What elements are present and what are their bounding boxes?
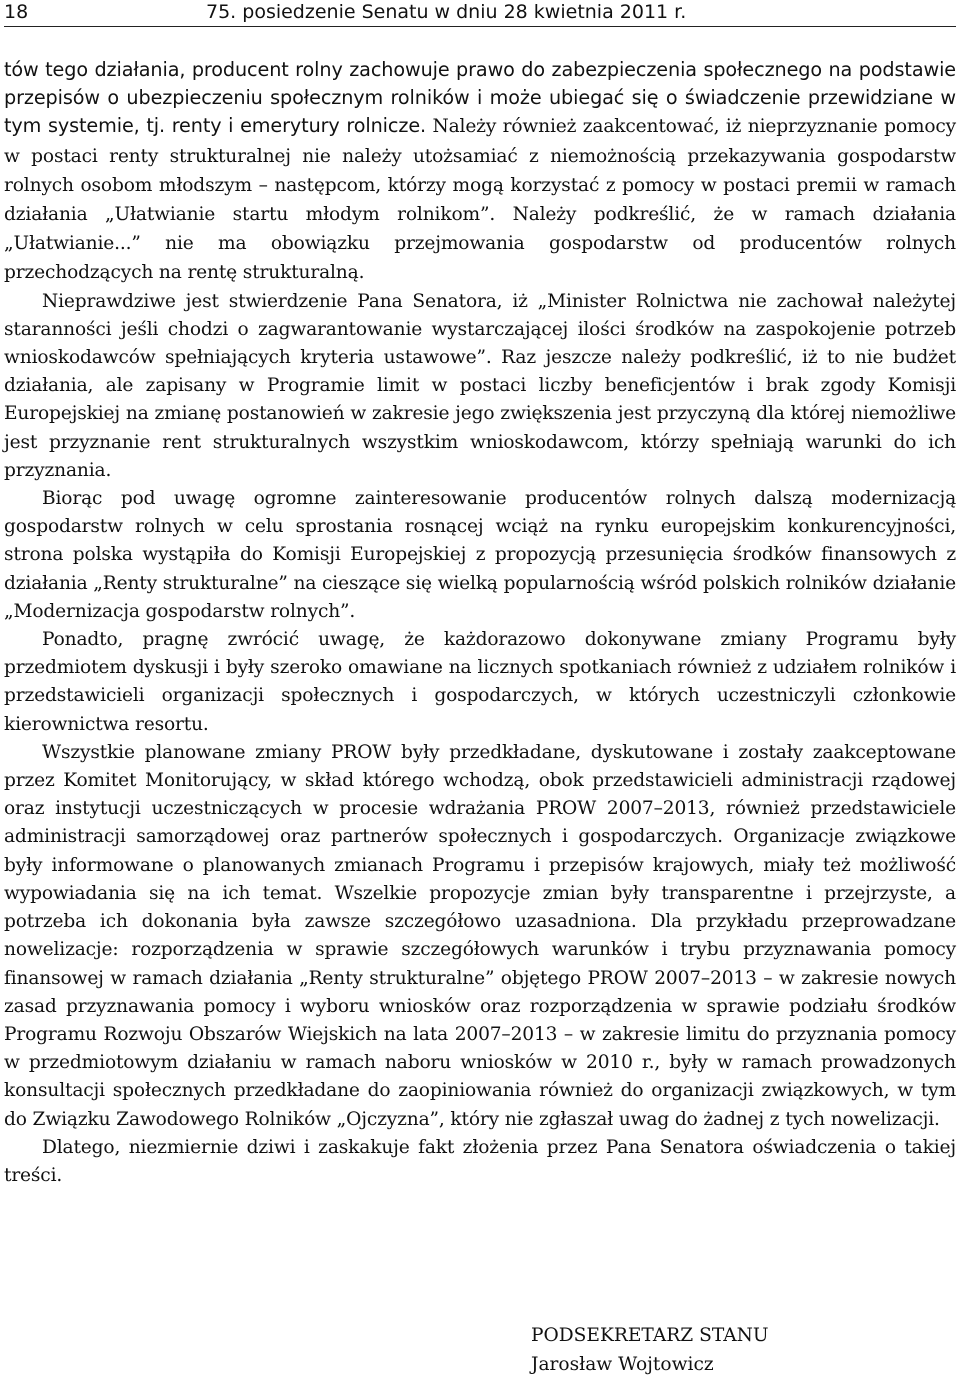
signature-name: Jarosław Wojtowicz xyxy=(531,1354,714,1375)
paragraph-6: Dlatego, niezmiernie dziwi i zaskakuje fakt złożenia przez Pana Senatora oświadczenia o takiej treści. xyxy=(4,1136,956,1186)
page-number: 18 xyxy=(4,1,29,23)
header-title: 75. posiedzenie Senatu w dniu 28 kwietnia 2011 r. xyxy=(206,1,687,23)
signature-position: PODSEKRETARZ STANU xyxy=(531,1325,769,1346)
body-text xyxy=(4,56,956,1190)
paragraph-5: Wszystkie planowane zmiany PROW były przedkładane, dyskutowane i zostały zaakceptowane przez Komitet Monitorujący, w skład którego wchodzą, obok przedstawicieli administracji rządowej oraz instytucji uczestniczących w procesie wdrażania PROW 2007–2013, również przedstawiciele administracji samorządowej oraz partnerów społecznych i gospodarczych. Organizacje związkowe były informowane o planowanych zmianach Programu i przepisów krajowych, miały też możliwość wypowiadania się na ich temat. Wszelkie propozycje zmian były transparentne i przejrzyste, a potrzeba ich dokonania była zawsze szczegółowo uzasadniona. Dla przykładu przeprowadzane nowelizacje: rozporządzenia w sprawie szczegółowych warunków i trybu przyznawania pomocy finansowej w ramach działania „Renty strukturalne” objętego PROW 2007–2013 – w zakresie nowych zasad przyznawania pomocy i wyboru wniosków oraz rozporządzenia w sprawie podziału środków Programu Rozwoju Obszarów Wiejskich na lata 2007–2013 – w zakresie limitu do przyznania pomocy w przedmiotowym działaniu w ramach naboru wniosków w 2010 r., były w ramach prowadzonych konsultacji społecznych przedkładane do zaopiniowania również do organizacji związkowych, w tym do Związku Zawodowego Rolników „Ojczyzna”, który nie zgłaszał uwag do żadnej z tych nowelizacji. xyxy=(4,741,956,1130)
paragraph-1-serif-part: Należy również zaakcentować, iż nieprzyznanie pomocy w postaci renty strukturalnej nie należy utożsamiać z niemożnością przekazywania gospodarstw rolnych osobom młodszym – następcom, którzy mogą korzystać z pomocy w postaci premii w ramach działania „Ułatwianie startu młodym rolnikom”. Należy podkreślić, że w ramach działania „Ułatwianie...” nie ma obowiązku przejmowania gospodarstw od producentów rolnych przechodzących na rentę strukturalną. xyxy=(4,116,957,284)
paragraph-2: Nieprawdziwe jest stwierdzenie Pana Senatora, iż „Minister Rolnictwa nie zachował należytej staranności jeśli chodzi o zagwarantowanie wystarczającej ilości środków na zaspokojenie potrzeb wnioskodawców spełniających kryteria ustawowe”. Raz jeszcze należy podkreślić, iż to nie budżet działania, ale zapisany w Programie limit w postaci liczby beneficjentów i brak zgody Komisji Europejskiej na zmianę postanowień w zakresie jego zwiększenia jest przyczyną dla której niemożliwe jest przyznanie rent strukturalnych wszystkim wnioskodawcom, którzy spełniają warunki do ich przyznania. xyxy=(4,290,956,481)
paragraph-1 xyxy=(4,56,956,288)
paragraph-3: Biorąc pod uwagę ogromne zainteresowanie producentów rolnych dalszą modernizacją gospodarstw rolnych w celu sprostania rosnącej wciąż na rynku europejskim konkurencyjności, strona polska wystąpiła do Komisji Europejskiej z propozycją przesunięcia środków finansowych z działania „Renty strukturalne” na cieszące się wielką popularnością wśród polskich rolników działanie „Modernizacja gospodarstw rolnych”. xyxy=(4,488,957,622)
paragraph-1-sans-part: tów tego działania, producent rolny zachowuje prawo do zabezpieczenia społecznego na podstawie przepisów o ubezpieczeniu społecznym rolników i może ubiegać się o świadczenie przewidziane w tym systemie, tj. renty i emerytury rolnicze. xyxy=(4,58,956,138)
running-header xyxy=(4,0,956,27)
signature-block xyxy=(531,1321,769,1379)
paragraph-4: Ponadto, pragnę zwrócić uwagę, że każdorazowo dokonywane zmiany Programu były przedmiotem dyskusji i były szeroko omawiane na licznych spotkaniach również z udziałem rolników i przedstawicieli organizacji społecznych i gospodarczych, w których uczestniczyli członkowie kierownictwa resortu. xyxy=(4,629,956,735)
